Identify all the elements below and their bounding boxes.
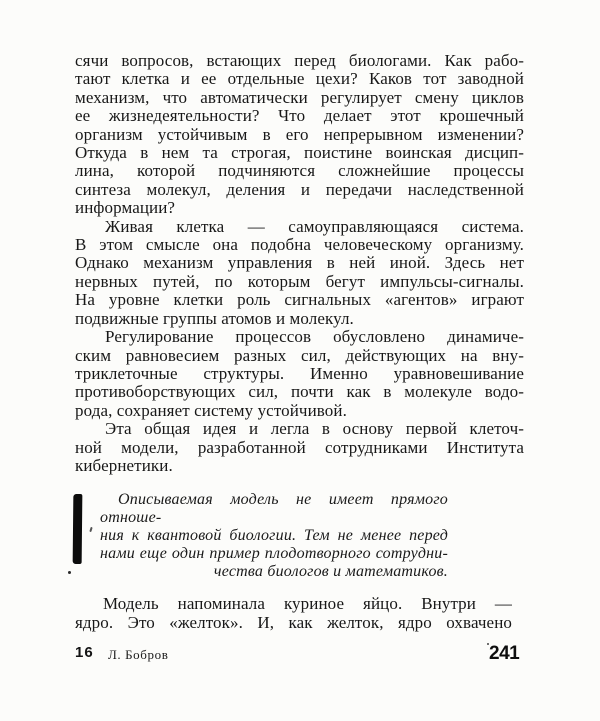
- quote-line: ния к квантовой биологии. Тем не менее перед: [100, 527, 448, 545]
- text-line: Эта общая идея и легла в основу первой клеточ-: [105, 419, 524, 439]
- text-line: кибернетики.: [75, 455, 173, 475]
- text-line: противоборствующих сил, почти как в молекуле водо-: [75, 382, 524, 402]
- quote-line: нами еще один пример плодотворного сотрудни-: [100, 545, 448, 563]
- text-line: организм устойчивым в его непрерывном изменении?: [75, 124, 524, 144]
- scan-speck: [487, 643, 489, 645]
- text-line: нервных путей, по которым бегут импульсы-сигналы.: [75, 271, 524, 291]
- text-line: триклеточные структуры. Именно уравновешивание: [75, 363, 524, 383]
- text-line: сячи вопросов, встающих перед биологами. Как рабо-: [75, 51, 524, 70]
- text-line: рода, сохраняет систему устойчивой.: [75, 400, 347, 420]
- inset-quote: [100, 491, 448, 581]
- signature-number: 16: [75, 644, 94, 661]
- text-line: Регулирование процессов обусловлено динамиче-: [105, 327, 524, 347]
- text-line: информации?: [75, 198, 176, 218]
- text-line: ядро. Это «желток». И, как желток, ядро охвачено: [75, 612, 512, 632]
- body-text: [75, 52, 524, 475]
- text-line: механизм, что автоматически регулирует смену циклов: [75, 87, 524, 107]
- paragraph: [75, 595, 512, 632]
- page-number: 241: [489, 643, 520, 664]
- paragraph: [75, 52, 524, 218]
- text-line: Живая клетка — самоуправляющаяся система.: [105, 216, 524, 236]
- text-line: подвижные группы атомов и молекул.: [75, 308, 354, 328]
- paragraph: [75, 420, 524, 475]
- text-line: ее жизнедеятельности? Что делает этот крошечный: [75, 106, 524, 126]
- text-line: Откуда в нем та строгая, поистине воинская дисцип-: [75, 143, 524, 163]
- text-line: В этом смысле она подобна человеческому организму.: [75, 235, 524, 255]
- text-line: Однако механизм управления в ней иной. Здесь нет: [75, 253, 524, 273]
- text-line: ским равновесием разных сил, действующих на вну-: [75, 345, 524, 365]
- paragraph: [75, 328, 524, 420]
- author-name: Л. Бобров: [108, 647, 169, 662]
- continuation-paragraph: [75, 595, 512, 632]
- scan-speck: [89, 527, 92, 532]
- scan-speck: [68, 571, 71, 574]
- text-line: Модель напоминала куриное яйцо. Внутри —: [103, 594, 512, 613]
- text-line: ной модели, разработанной сотрудниками Института: [75, 437, 524, 457]
- quote-marker-bar: [73, 494, 83, 564]
- quote-line: чества биологов и математиков.: [213, 563, 448, 581]
- text-line: синтеза молекул, деления и передачи наследственной: [75, 179, 524, 199]
- quote-line: Описываемая модель не имеет прямого отноше-: [100, 491, 448, 527]
- text-line: лина, которой подчиняются сложнейшие процессы: [75, 161, 524, 181]
- text-line: тают клетка и ее отдельные цехи? Каков тот заводной: [75, 69, 524, 89]
- text-line: На уровне клетки роль сигнальных «агентов» играют: [75, 290, 524, 310]
- paragraph: [75, 218, 524, 328]
